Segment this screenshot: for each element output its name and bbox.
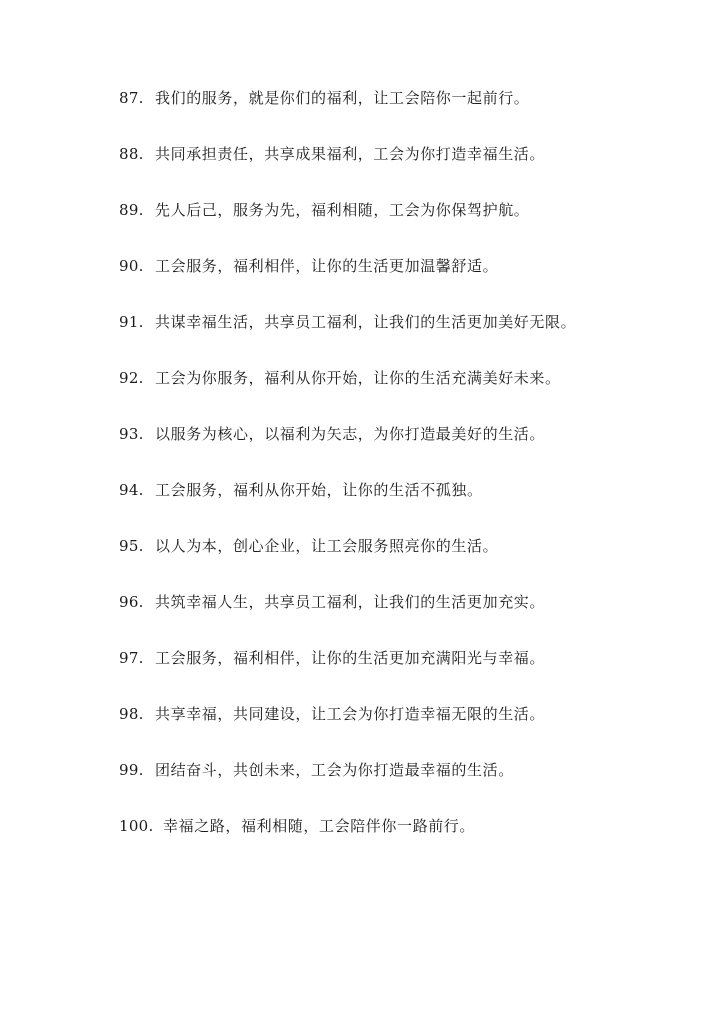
item-text: 我们的服务，就是你们的福利，让工会陪你一起前行。 — [155, 89, 530, 107]
item-text: 共筑幸福人生，共享员工福利，让我们的生活更加充实。 — [155, 593, 546, 611]
list-item — [119, 422, 699, 478]
list-item — [119, 814, 699, 870]
item-number: 87. — [119, 89, 144, 107]
list-item — [119, 142, 699, 198]
item-text: 以服务为核心，以福利为矢志，为你打造最美好的生活。 — [155, 425, 546, 443]
item-text: 工会服务，福利相伴，让你的生活更加温馨舒适。 — [155, 257, 499, 275]
list-item — [119, 310, 699, 366]
item-number: 97. — [119, 649, 144, 667]
item-number: 90. — [119, 257, 144, 275]
slogan-list — [119, 86, 699, 870]
item-number: 88. — [119, 145, 144, 163]
list-item — [119, 646, 699, 702]
item-text: 以人为本，创心企业，让工会服务照亮你的生活。 — [155, 537, 499, 555]
list-item — [119, 702, 699, 758]
list-item — [119, 478, 699, 534]
item-text: 先人后己，服务为先，福利相随，工会为你保驾护航。 — [155, 201, 530, 219]
list-item — [119, 254, 699, 310]
item-number: 92. — [119, 369, 144, 387]
item-text: 共享幸福，共同建设，让工会为你打造幸福无限的生活。 — [155, 705, 546, 723]
item-number: 91. — [119, 313, 144, 331]
item-number: 89. — [119, 201, 144, 219]
item-text: 团结奋斗，共创未来，工会为你打造最幸福的生活。 — [155, 761, 514, 779]
item-number: 99. — [119, 761, 144, 779]
list-item — [119, 534, 699, 590]
item-text: 工会为你服务，福利从你开始，让你的生活充满美好未来。 — [155, 369, 561, 387]
list-item — [119, 198, 699, 254]
item-text: 共谋幸福生活，共享员工福利，让我们的生活更加美好无限。 — [155, 313, 577, 331]
list-item — [119, 590, 699, 646]
item-text: 工会服务，福利从你开始，让你的生活不孤独。 — [155, 481, 483, 499]
item-number: 98. — [119, 705, 144, 723]
item-number: 94. — [119, 481, 144, 499]
list-item — [119, 758, 699, 814]
item-text: 共同承担责任，共享成果福利，工会为你打造幸福生活。 — [155, 145, 546, 163]
item-text: 工会服务，福利相伴，让你的生活更加充满阳光与幸福。 — [155, 649, 546, 667]
item-number: 96. — [119, 593, 144, 611]
item-number: 95. — [119, 537, 144, 555]
item-text: 幸福之路，福利相随，工会陪伴你一路前行。 — [163, 817, 476, 835]
list-item — [119, 366, 699, 422]
list-item — [119, 86, 699, 142]
item-number: 100. — [119, 817, 154, 835]
item-number: 93. — [119, 425, 144, 443]
